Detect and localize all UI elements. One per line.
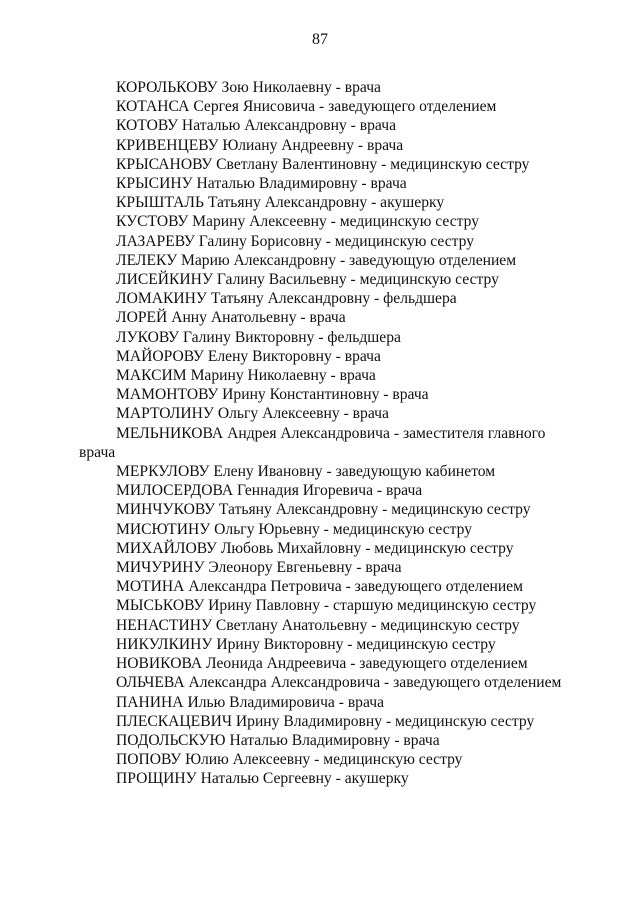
list-item: МОТИНА Александра Петровича - заведующего отделением — [116, 578, 523, 596]
list-item: ЛИСЕЙКИНУ Галину Васильевну - медицинскую сестру — [116, 271, 499, 289]
list-item: ЛАЗАРЕВУ Галину Борисовну - медицинскую сестру — [116, 232, 475, 250]
list-item: ПОПОВУ Юлию Алексеевну - медицинскую сестру — [116, 751, 463, 769]
list-item: МИСЮТИНУ Ольгу Юрьевну - медицинскую сестру — [116, 520, 473, 538]
list-item: НЕНАСТИНУ Светлану Анатольевну - медицинскую сестру — [116, 616, 520, 634]
list-item: КРИВЕНЦЕВУ Юлиану Андреевну - врача — [116, 136, 404, 154]
list-item: КРЫСАНОВУ Светлану Валентиновну - медицинскую сестру — [116, 155, 530, 173]
list-item: МИЛОСЕРДОВА Геннадия Игоревича - врача — [116, 482, 423, 500]
list-item: ЛУКОВУ Галину Викторовну - фельдшера — [116, 328, 401, 346]
list-item: КОРОЛЬКОВУ Зою Николаевну - врача — [116, 79, 381, 96]
list-item: НОВИКОВА Леонида Андреевича - заведующего отделением — [116, 655, 528, 673]
list-item: МИНЧУКОВУ Татьяну Александровну - медицинскую сестру — [116, 501, 531, 519]
list-item: МЕЛЬНИКОВА Андрея Александровича - заместителя главного врача — [79, 424, 546, 461]
list-item: МЕРКУЛОВУ Елену Ивановну - заведующую кабинетом — [116, 463, 496, 481]
list-item: МЫСЬКОВУ Ирину Павловну - старшую медицинскую сестру — [116, 597, 537, 615]
list-item: ПРОЩИНУ Наталью Сергеевну - акушерку — [116, 770, 409, 788]
list-item: НИКУЛКИНУ Ирину Викторовну - медицинскую сестру — [116, 635, 496, 653]
list-item: МАКСИМ Марину Николаевну - врача — [116, 367, 376, 385]
list-item: МАЙОРОВУ Елену Викторовну - врача — [116, 347, 381, 365]
list-item: ЛЕЛЕКУ Марию Александровну - заведующую отделением — [116, 251, 517, 269]
list-item: КРЫШТАЛЬ Татьяну Александровну - акушерку — [116, 194, 445, 212]
list-item: КУСТОВУ Марину Алексеевну - медицинскую сестру — [116, 213, 480, 231]
list-item: ПАНИНА Илью Владимировича - врача — [116, 693, 385, 711]
list-item: ПОДОЛЬСКУЮ Наталью Владимировну - врача — [116, 731, 440, 749]
list-item: КОТАНСА Сергея Янисовича - заведующего отделением — [116, 98, 497, 116]
list-item: ЛОРЕЙ Анну Анатольевну - врача — [116, 309, 346, 327]
list-item: КРЫСИНУ Наталью Владимировну - врача — [116, 175, 407, 193]
page-number: 87 — [312, 31, 328, 48]
list-item: ЛОМАКИНУ Татьяну Александровну - фельдшера — [116, 290, 457, 308]
list-item: КОТОВУ Наталью Александровну - врача — [116, 117, 396, 135]
list-item: МАРТОЛИНУ Ольгу Алексеевну - врача — [116, 405, 389, 423]
list-item: ОЛЬЧЕВА Александра Александровича - заведующего отделением — [116, 674, 562, 692]
employee-list — [79, 78, 563, 789]
list-item: МИЧУРИНУ Элеонору Евгеньевну - врача — [116, 559, 402, 577]
list-item: МАМОНТОВУ Ирину Константиновну - врача — [116, 386, 429, 404]
list-item: МИХАЙЛОВУ Любовь Михайловну - медицинскую сестру — [116, 539, 514, 557]
list-item: ПЛЕСКАЦЕВИЧ Ирину Владимировну - медицинскую сестру — [116, 712, 535, 730]
